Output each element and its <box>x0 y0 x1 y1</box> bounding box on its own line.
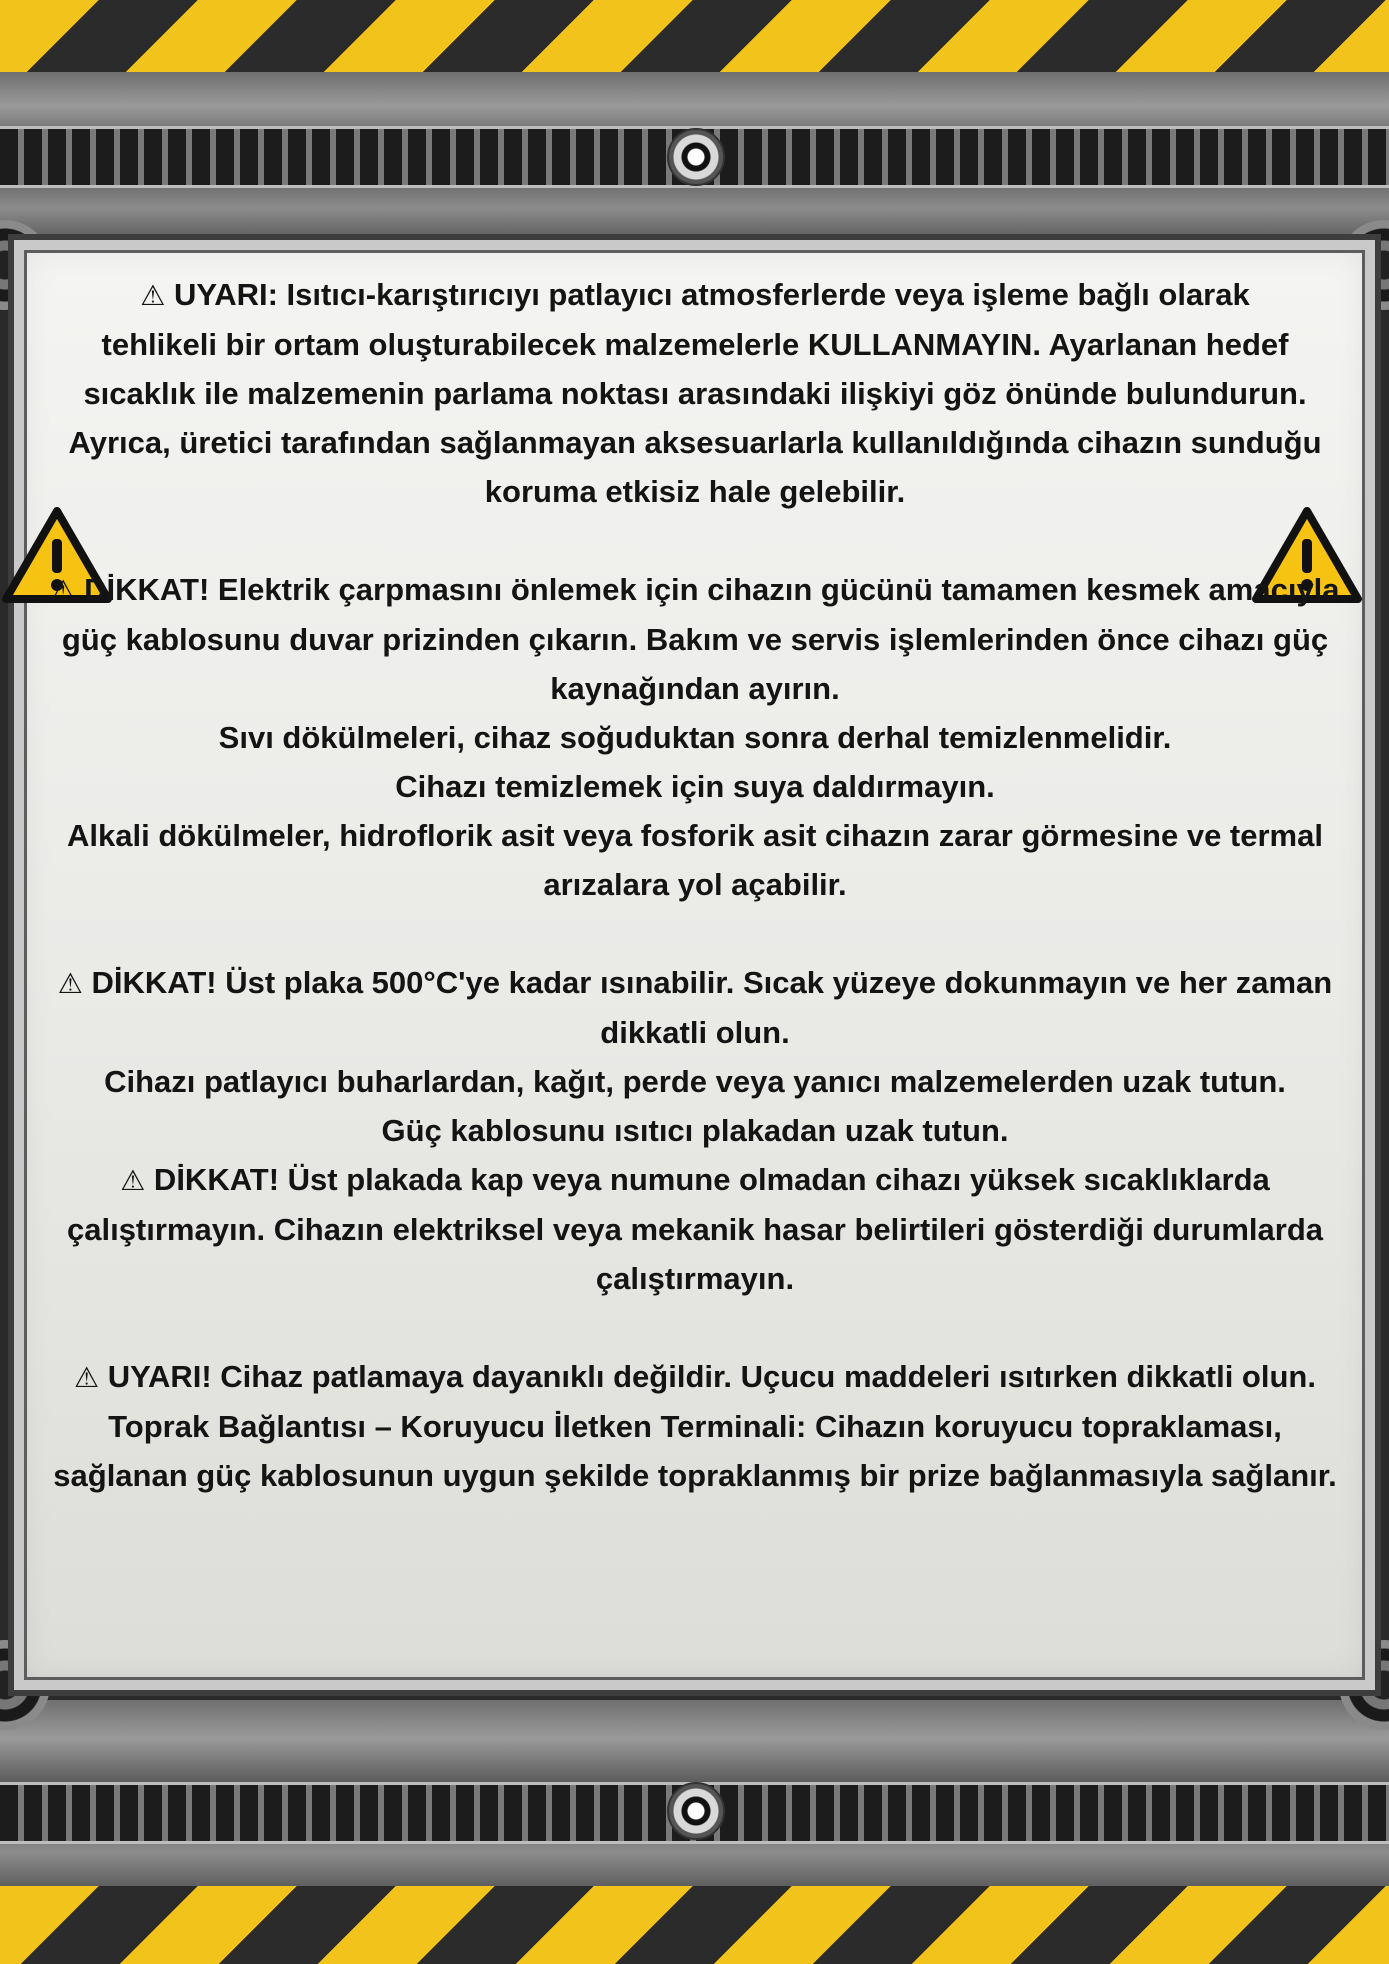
paragraph: ⚠ UYARI: Isıtıcı-karıştırıcıyı patlayıcı atmosferlerde veya işleme bağlı olarak <box>140 277 1250 312</box>
paragraph: ⚠ DİKKAT! Elektrik çarpmasını önlemek için cihazın gücünü tamamen kesmek amacıyla güç kablosunu duvar prizinden çıkarın. Bakım ve servis işlemlerinden önce cihazı güç kaynağından ayırın. <box>50 572 1340 706</box>
warning-text-block <box>50 270 1340 1500</box>
paragraph: ⚠ DİKKAT! Üst plaka 500°C'ye kadar ısınabilir. Sıcak yüzeye dokunmayın ve her zaman dikkatli olun. <box>57 965 1333 1050</box>
warning-symbol-icon: ⚠ <box>120 1164 146 1197</box>
paragraph: Güç kablosunu ısıtıcı plakadan uzak tutun. <box>381 1113 1009 1148</box>
bolt-top-icon <box>667 128 725 186</box>
paragraph: Toprak Bağlantısı – Koruyucu İletken Terminali: Cihazın koruyucu topraklaması, sağlanan güç kablosunun uygun şekilde topraklanmış bir prize bağlanmasıyla sağlanır. <box>53 1409 1337 1493</box>
paragraph-gap <box>50 1303 1340 1352</box>
hazard-stripes-top <box>0 0 1389 78</box>
paragraph: Sıvı dökülmeleri, cihaz soğuduktan sonra derhal temizlenmelidir. <box>218 720 1172 755</box>
bolt-bottom-icon <box>667 1782 725 1840</box>
paragraph: ⚠ UYARI! Cihaz patlamaya dayanıklı değildir. Uçucu maddeleri ısıtırken dikkatli olun. <box>74 1359 1316 1394</box>
warning-symbol-icon: ⚠ <box>140 279 166 312</box>
paragraph: Cihazı patlayıcı buharlardan, kağıt, perde veya yanıcı malzemelerden uzak tutun. <box>104 1064 1286 1099</box>
paragraph-gap <box>50 909 1340 958</box>
paragraph: Alkali dökülmeler, hidroflorik asit veya fosforik asit cihazın zarar görmesine ve termal arızalara yol açabilir. <box>67 818 1323 902</box>
warning-symbol-icon: ⚠ <box>74 1361 100 1394</box>
paragraph: Cihazı temizlemek için suya daldırmayın. <box>395 769 995 804</box>
warning-symbol-icon: ⚠ <box>57 967 83 1000</box>
warning-symbol-icon: ⚠ <box>50 574 76 607</box>
hazard-stripes-bottom <box>0 1886 1389 1964</box>
paragraph-gap <box>50 516 1340 565</box>
paragraph: tehlikeli bir ortam oluşturabilecek malzemelerle KULLANMAYIN. Ayarlanan hedef sıcaklık ile malzemenin parlama noktası arasındaki ilişkiyi göz önünde bulundurun. Ayrıca, üretici tarafından sağlanmayan aksesuarlarla kullanıldığında cihazın sunduğu koruma etkisiz hale gelebilir. <box>68 327 1322 509</box>
paragraph: ⚠ DİKKAT! Üst plakada kap veya numune olmadan cihazı yüksek sıcaklıklarda çalıştırmayın. Cihazın elektriksel veya mekanik hasar belirtileri gösterdiği durumlarda çalıştırmayın. <box>66 1162 1323 1296</box>
